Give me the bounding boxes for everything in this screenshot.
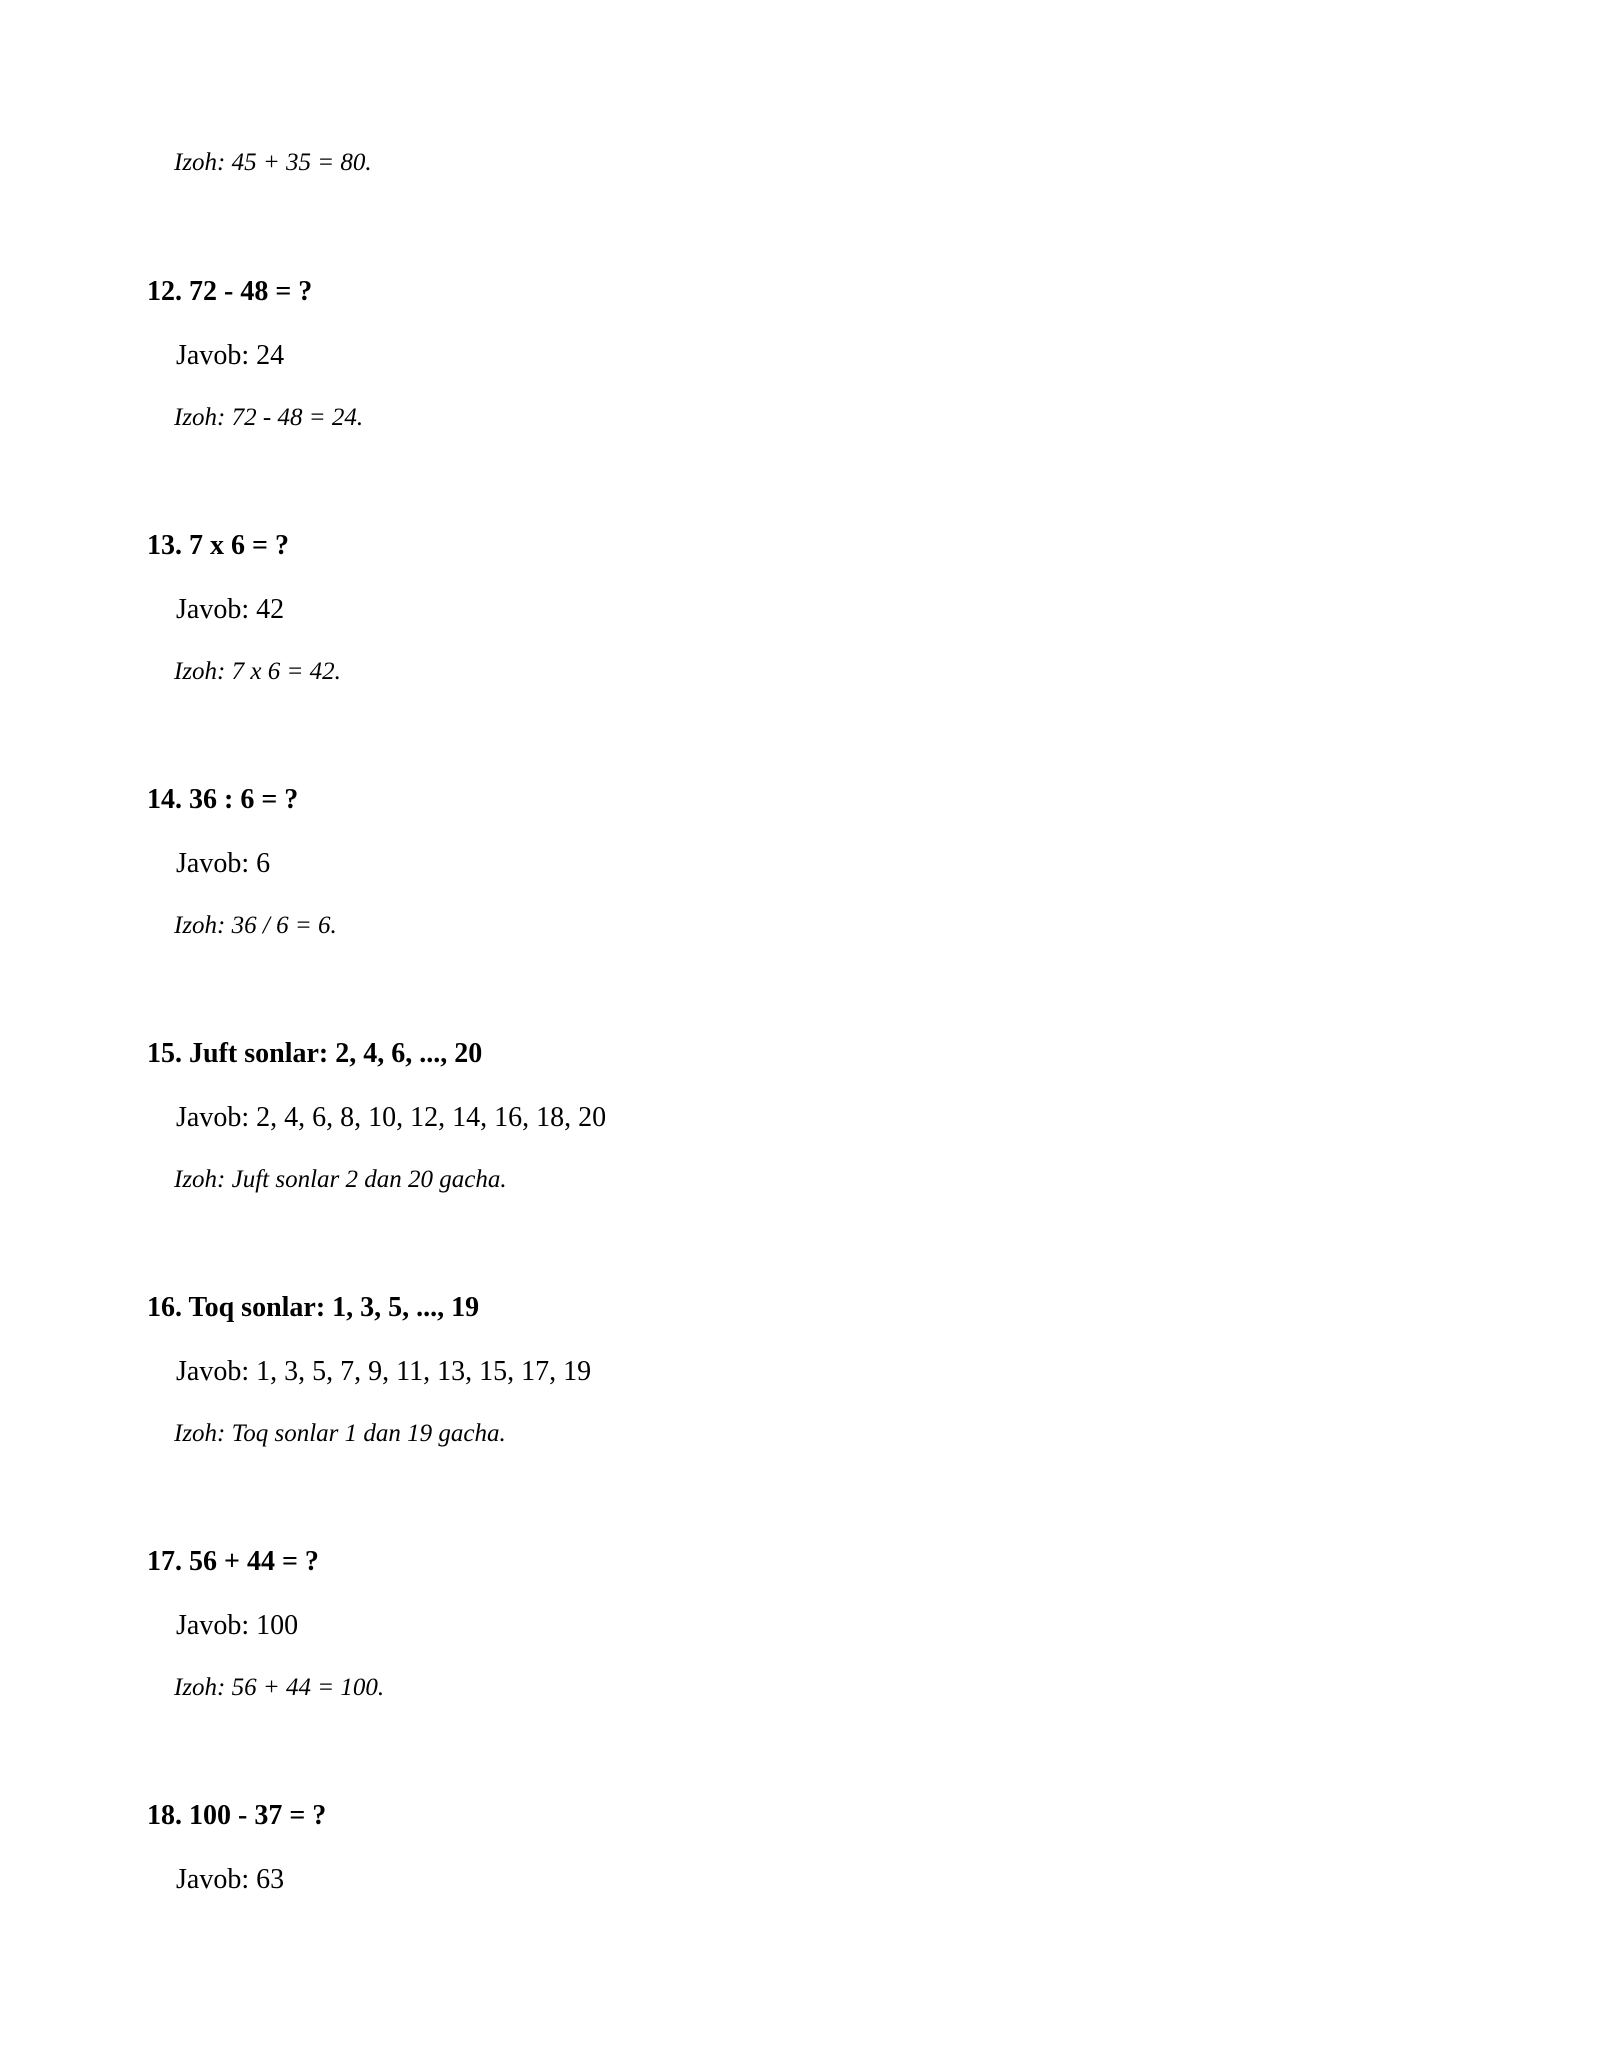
intro-explanation: Izoh: 45 + 35 = 80.	[174, 149, 372, 176]
question-15: 15. Juft sonlar: 2, 4, 6, ..., 20	[147, 1038, 483, 1069]
explanation-16: Izoh: Toq sonlar 1 dan 19 gacha.	[174, 1420, 506, 1447]
answer-18: Javob: 63	[176, 1864, 285, 1895]
answer-15: Javob: 2, 4, 6, 8, 10, 12, 14, 16, 18, 20	[176, 1102, 607, 1133]
question-16: 16. Toq sonlar: 1, 3, 5, ..., 19	[147, 1292, 480, 1323]
explanation-12: Izoh: 72 - 48 = 24.	[174, 404, 364, 431]
question-14: 14. 36 : 6 = ?	[147, 784, 299, 815]
question-17: 17. 56 + 44 = ?	[147, 1546, 319, 1577]
explanation-13: Izoh: 7 x 6 = 42.	[174, 658, 341, 685]
answer-13: Javob: 42	[176, 594, 285, 625]
answer-17: Javob: 100	[176, 1610, 299, 1641]
question-13: 13. 7 x 6 = ?	[147, 530, 289, 561]
answer-14: Javob: 6	[176, 848, 271, 879]
question-18: 18. 100 - 37 = ?	[147, 1800, 327, 1831]
answer-12: Javob: 24	[176, 340, 285, 371]
question-12: 12. 72 - 48 = ?	[147, 276, 313, 307]
answer-16: Javob: 1, 3, 5, 7, 9, 11, 13, 15, 17, 19	[176, 1356, 592, 1387]
explanation-14: Izoh: 36 / 6 = 6.	[174, 912, 337, 939]
explanation-15: Izoh: Juft sonlar 2 dan 20 gacha.	[174, 1166, 507, 1193]
explanation-17: Izoh: 56 + 44 = 100.	[174, 1674, 385, 1701]
